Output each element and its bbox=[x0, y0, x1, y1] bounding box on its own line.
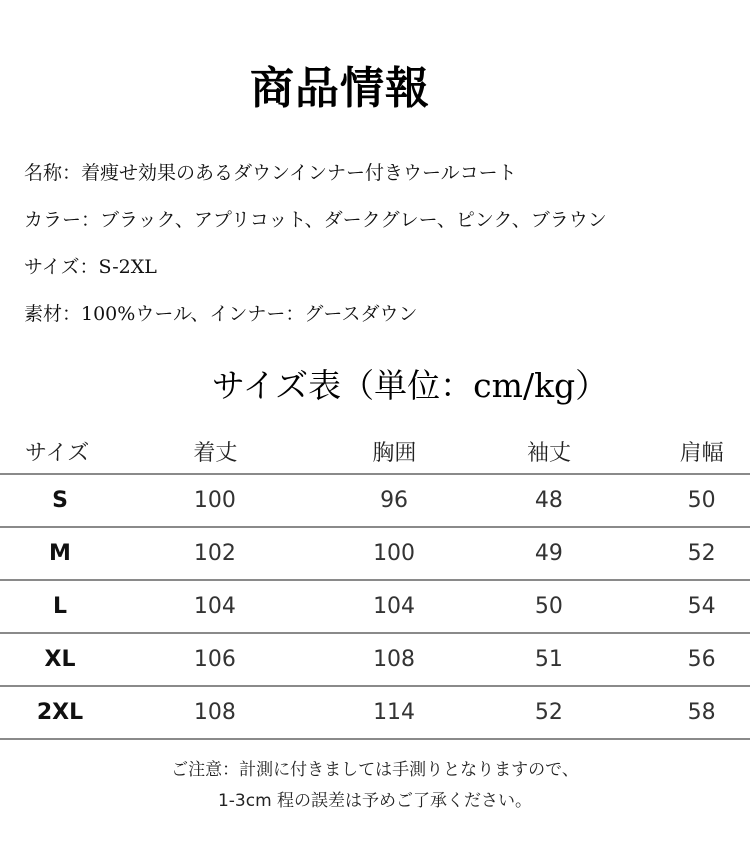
size-table bbox=[0, 430, 750, 740]
header-chest: 胸囲 bbox=[372, 441, 417, 466]
cell-chest: 114 bbox=[373, 700, 416, 725]
product-info bbox=[24, 155, 607, 343]
product-material: 素材：100%ウール、インナー：グースダウン bbox=[24, 303, 418, 325]
note-line-1: ご注意：計測に付きましては手測りとなりますので、 bbox=[171, 760, 579, 780]
product-colors: カラー：ブラック、アプリコット、ダークグレー、ピンク、ブラウン bbox=[24, 209, 607, 231]
header-shoulder: 肩幅 bbox=[679, 441, 724, 466]
cell-sleeve: 51 bbox=[534, 647, 563, 672]
cell-sleeve: 52 bbox=[534, 700, 563, 725]
cell-size: 2XL bbox=[36, 700, 84, 725]
note-line-2: 1-3cm 程の誤差は予めご了承ください。 bbox=[217, 791, 533, 811]
cell-chest: 108 bbox=[373, 647, 416, 672]
cell-size: L bbox=[52, 594, 68, 619]
cell-sleeve: 49 bbox=[534, 541, 563, 566]
header-size: サイズ bbox=[25, 441, 90, 466]
table-row bbox=[0, 632, 750, 685]
cell-size: S bbox=[52, 488, 68, 513]
header-length: 着丈 bbox=[193, 441, 238, 466]
cell-chest: 100 bbox=[373, 541, 416, 566]
cell-shoulder: 56 bbox=[687, 647, 716, 672]
product-name: 名称：着痩せ効果のあるダウンインナー付きウールコート bbox=[24, 162, 517, 184]
cell-length: 102 bbox=[193, 541, 236, 566]
table-row bbox=[0, 579, 750, 632]
table-row bbox=[0, 526, 750, 579]
cell-size: M bbox=[49, 541, 71, 566]
cell-chest: 96 bbox=[380, 488, 409, 513]
cell-length: 104 bbox=[193, 594, 236, 619]
header-sleeve: 袖丈 bbox=[527, 441, 572, 466]
cell-shoulder: 54 bbox=[687, 594, 716, 619]
cell-size: XL bbox=[44, 647, 76, 672]
cell-shoulder: 52 bbox=[687, 541, 716, 566]
size-table-title: サイズ表（単位：cm/kg） bbox=[211, 366, 609, 405]
table-header bbox=[0, 430, 750, 473]
table-row bbox=[0, 685, 750, 740]
table-row bbox=[0, 473, 750, 526]
cell-chest: 104 bbox=[373, 594, 416, 619]
cell-length: 100 bbox=[193, 488, 236, 513]
measurement-note bbox=[0, 755, 750, 817]
cell-length: 108 bbox=[193, 700, 236, 725]
cell-shoulder: 58 bbox=[687, 700, 716, 725]
product-sizes: サイズ：S-2XL bbox=[24, 256, 157, 278]
cell-length: 106 bbox=[193, 647, 236, 672]
cell-sleeve: 50 bbox=[534, 594, 563, 619]
cell-shoulder: 50 bbox=[687, 488, 716, 513]
page-title: 商品情報 bbox=[250, 63, 430, 114]
cell-sleeve: 48 bbox=[534, 488, 563, 513]
